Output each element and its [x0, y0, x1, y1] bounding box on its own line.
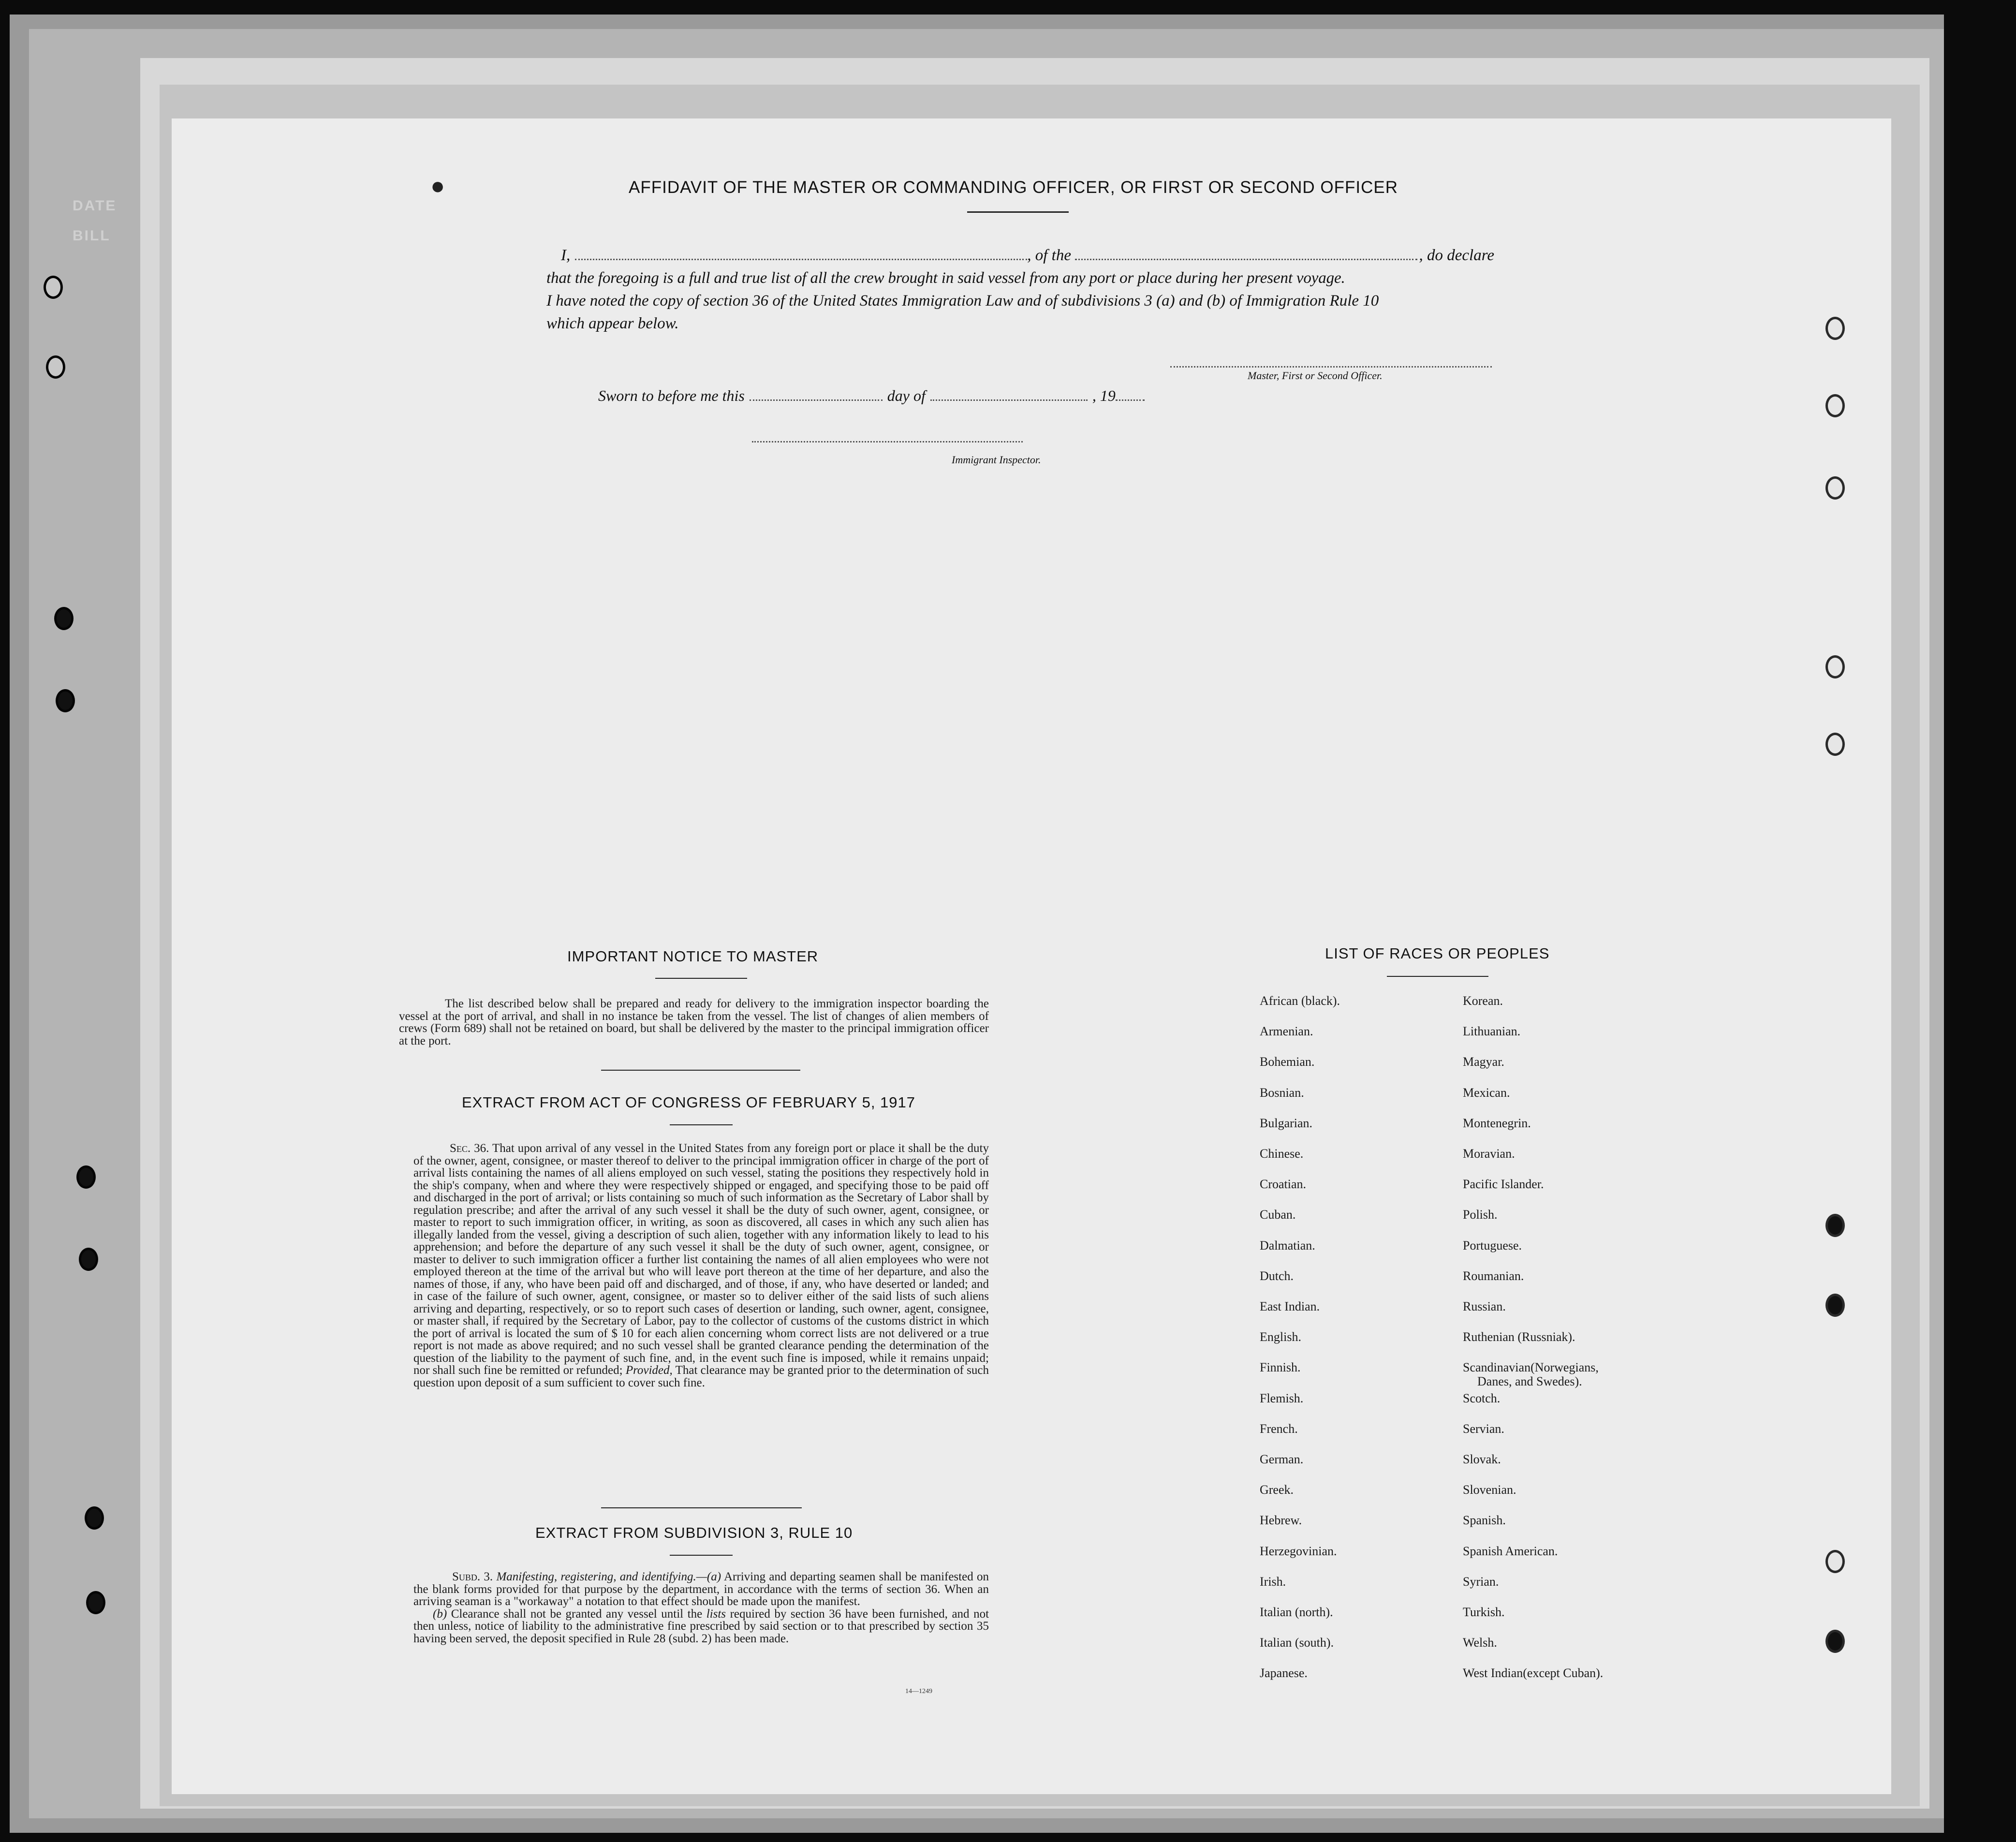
race-item: Portuguese. — [1463, 1238, 1522, 1253]
race-item: Mexican. — [1463, 1085, 1510, 1100]
race-item: Slovenian. — [1463, 1483, 1516, 1497]
master-signature-label: Master, First or Second Officer. — [1248, 369, 1383, 382]
race-item: Armenian. — [1260, 1024, 1313, 1039]
declaration-text — [546, 244, 1494, 335]
binder-hole — [76, 1165, 96, 1189]
rule10-text-a: Arriving and departing seamen shall be manifested on the blank forms provided for that purpose by the department, in accordance with the terms of section 36. When an arriving seaman is a "workaway" a notation to that effect should be made upon the manifest. — [413, 1570, 989, 1608]
rule10-title: Manifesting, registering, and identifying.—(a) — [496, 1570, 721, 1583]
race-item: Italian (north). — [1260, 1605, 1333, 1619]
stub-line-date: DATE — [73, 198, 117, 214]
binder-hole — [86, 1591, 105, 1614]
race-item: Polish. — [1463, 1208, 1498, 1222]
punch-hole — [1825, 655, 1845, 678]
race-item: Irish. — [1260, 1574, 1286, 1589]
punch-hole — [1825, 394, 1845, 417]
rule10-rule — [670, 1555, 733, 1556]
act-end-rule — [601, 1507, 802, 1508]
decl-i: I, — [561, 247, 571, 264]
stub-line-bill: BILL — [73, 228, 111, 244]
declaration-line-2: that the foregoing is a full and true list of all the crew brought in said vessel from any port or place during her present voyage. — [546, 269, 1345, 287]
vessel-blank[interactable] — [1075, 258, 1417, 260]
notice-heading: IMPORTANT NOTICE TO MASTER — [567, 948, 819, 965]
decl-do-declare: , do declare — [1419, 247, 1494, 264]
act-heading: EXTRACT FROM ACT OF CONGRESS OF FEBRUARY 5, 1917 — [462, 1094, 916, 1111]
races-heading: LIST OF RACES OR PEOPLES — [1325, 945, 1550, 962]
punch-hole — [1825, 1630, 1845, 1653]
race-item: Magyar. — [1463, 1055, 1504, 1069]
race-item: Lithuanian. — [1463, 1024, 1521, 1039]
binder-hole — [54, 607, 74, 630]
punch-hole — [1825, 1294, 1845, 1317]
manifest-page — [172, 118, 1891, 1794]
punch-hole — [1825, 1550, 1845, 1573]
binder-hole — [56, 689, 75, 712]
race-item: Italian (south). — [1260, 1636, 1334, 1650]
race-item: Bohemian. — [1260, 1055, 1315, 1069]
punch-hole — [1825, 476, 1845, 500]
day-blank[interactable] — [750, 398, 883, 401]
name-blank[interactable] — [575, 258, 1027, 260]
sworn-text-c: , 19 — [1092, 387, 1116, 404]
race-item: East Indian. — [1260, 1299, 1320, 1313]
race-item: Hebrew. — [1260, 1513, 1302, 1528]
inspector-signature-label: Immigrant Inspector. — [952, 454, 1041, 466]
act-sec: Sec. 36. — [450, 1142, 489, 1155]
race-item: Russian. — [1463, 1299, 1506, 1313]
race-item: Turkish. — [1463, 1605, 1505, 1619]
rule10-subd: Subd. 3. — [452, 1570, 493, 1583]
rule10-heading: EXTRACT FROM SUBDIVISION 3, RULE 10 — [535, 1524, 853, 1541]
race-item: Bulgarian. — [1260, 1116, 1313, 1130]
title-rule — [967, 211, 1069, 213]
race-item: Chinese. — [1260, 1147, 1304, 1161]
race-item: Dutch. — [1260, 1268, 1294, 1283]
race-item: Greek. — [1260, 1483, 1294, 1497]
master-signature-line[interactable] — [1170, 365, 1492, 368]
form-number: 14—1249 — [905, 1688, 932, 1695]
race-item: Cuban. — [1260, 1208, 1296, 1222]
binder-hole — [46, 355, 65, 379]
rule10-text — [413, 1571, 989, 1645]
race-item: Finnish. — [1260, 1360, 1301, 1375]
sworn-text-a: Sworn to before me this — [598, 387, 745, 404]
race-item: Spanish. — [1463, 1513, 1506, 1528]
binder-hole — [44, 276, 63, 299]
race-item: Servian. — [1463, 1421, 1504, 1436]
rule10-para-a — [413, 1571, 989, 1608]
race-item: Roumanian. — [1463, 1268, 1524, 1283]
act-provided: Provided, — [625, 1364, 673, 1377]
inspector-signature-line[interactable] — [752, 440, 1023, 442]
punch-hole — [1825, 317, 1845, 340]
race-item: Danes, and Swedes). — [1477, 1374, 1582, 1388]
act-rule — [670, 1124, 733, 1125]
ink-dot: ● — [430, 172, 445, 199]
race-item: Moravian. — [1463, 1147, 1515, 1161]
rule10-lists: lists — [706, 1607, 726, 1621]
race-item: African (black). — [1260, 994, 1340, 1008]
punch-hole — [1825, 1214, 1845, 1237]
notice-text: The list described below shall be prepared and ready for delivery to the immigration inspector boarding the vessel at the port of arrival, and shall in no instance be taken from the vessel. The list of changes of alien members of crews (Form 689) shall not be retained on board, but shall be delivered by the master to the principal immigration officer at the port. — [399, 997, 989, 1047]
race-item: Scotch. — [1463, 1391, 1501, 1405]
notice-rule — [655, 978, 747, 979]
affidavit-title: AFFIDAVIT OF THE MASTER OR COMMANDING OFFICER, OR FIRST OR SECOND OFFICER — [629, 178, 1398, 197]
race-item: English. — [1260, 1330, 1301, 1344]
race-item: Dalmatian. — [1260, 1238, 1315, 1253]
race-item: Ruthenian (Russniak). — [1463, 1330, 1575, 1344]
stub-labels — [73, 191, 117, 251]
race-item: German. — [1260, 1452, 1304, 1466]
sworn-text-b: day of — [887, 387, 926, 404]
race-item: Syrian. — [1463, 1574, 1499, 1589]
race-item: Welsh. — [1463, 1636, 1497, 1650]
race-item: Bosnian. — [1260, 1085, 1304, 1100]
race-item: West Indian(except Cuban). — [1463, 1666, 1604, 1680]
race-item: Spanish American. — [1463, 1544, 1558, 1558]
notice-end-rule — [601, 1070, 800, 1071]
rule10-text-b1: Clearance shall not be granted any vessel until the — [451, 1607, 703, 1621]
decl-of-the: , of the — [1027, 247, 1071, 264]
race-item: Scandinavian(Norwegians, — [1463, 1360, 1599, 1375]
rule10-text-b2: required by section 36 have been furnished, and not then unless, notice of liability to the administrative fine prescribed by said section or to that prescribed by section 35 having been served, the deposit specified in Rule 28 (subd. 2) has been made. — [413, 1607, 989, 1645]
rule10-para-b — [413, 1608, 989, 1645]
race-item: Flemish. — [1260, 1391, 1304, 1405]
act-text — [413, 1142, 989, 1389]
declaration-line-4: which appear below. — [546, 315, 679, 332]
month-blank[interactable] — [930, 398, 1088, 401]
race-item: Slovak. — [1463, 1452, 1501, 1466]
rule10-b-label: (b) — [433, 1607, 447, 1621]
declaration-line-3: I have noted the copy of section 36 of the United States Immigration Law and of subdivisions 3 (a) and (b) of Immigration Rule 10 — [546, 292, 1379, 309]
race-item: Japanese. — [1260, 1666, 1308, 1680]
act-body: That upon arrival of any vessel in the United States from any foreign port or place it shall be the duty of the owner, agent, consignee, or master thereof to deliver to the principal immigration officer in charge of the port of arrival lists containing the names of all aliens employed on such vessel, stating the positions they respectively hold in the ship's company, when and where they were respectively shipped or engaged, and specifying those to be paid off and discharged in the port of arrival; or lists containing so much of such information as the Secretary of Labor shall by regulation prescribe; and after the arrival of any such vessel it shall be the duty of such owner, agent, consignee, or master to report to such immigration officer, in writing, as soon as discovered, all cases in which any such alien has illegally landed from the vessel, giving a description of such alien, together with any information likely to lead to his apprehension; and before the departure of any such vessel it shall be the duty of such owner, agent, consignee, or master to deliver to such immigration officer a further list containing the names of all alien employees who were not employed thereon at the time of the arrival but who will leave port thereon at the time of her departure, and also the names of those, if any, who have been paid off and discharged, and of those, if any, who have deserted or landed; and in case of the failure of such owner, agent, consignee, or master so to deliver either of the said lists of such aliens arriving and departing, respectively, or so to report such cases of desertion or landing, such owner, agent, consignee, or master shall, if required by the Secretary of Labor, pay to the collector of customs of the customs district in which the port of arrival is located the sum of $ 10 for each alien concerning whom correct lists are not delivered or a true report is not made as above required; and no such vessel shall be granted clearance pending the determination of the question of the liability to the payment of such fine, and, in the event such fine is imposed, while it remains unpaid; nor shall such fine be remitted or refunded; — [413, 1142, 989, 1377]
race-item: Pacific Islander. — [1463, 1177, 1544, 1192]
race-item: Montenegrin. — [1463, 1116, 1531, 1130]
year-blank[interactable] — [1116, 398, 1145, 401]
act-body-end: That clearance may be granted prior to the determination of such question upon deposit of a sum sufficient to cover such fine. — [413, 1364, 989, 1389]
punch-hole — [1825, 733, 1845, 756]
race-item: Korean. — [1463, 994, 1503, 1008]
races-rule — [1387, 976, 1488, 977]
declaration-line-1 — [546, 244, 1494, 267]
binder-hole — [79, 1248, 98, 1271]
race-item: Croatian. — [1260, 1177, 1307, 1192]
race-item: Herzegovinian. — [1260, 1544, 1337, 1558]
race-item: French. — [1260, 1421, 1298, 1436]
binder-hole — [85, 1506, 104, 1530]
sworn-line — [598, 387, 1145, 405]
